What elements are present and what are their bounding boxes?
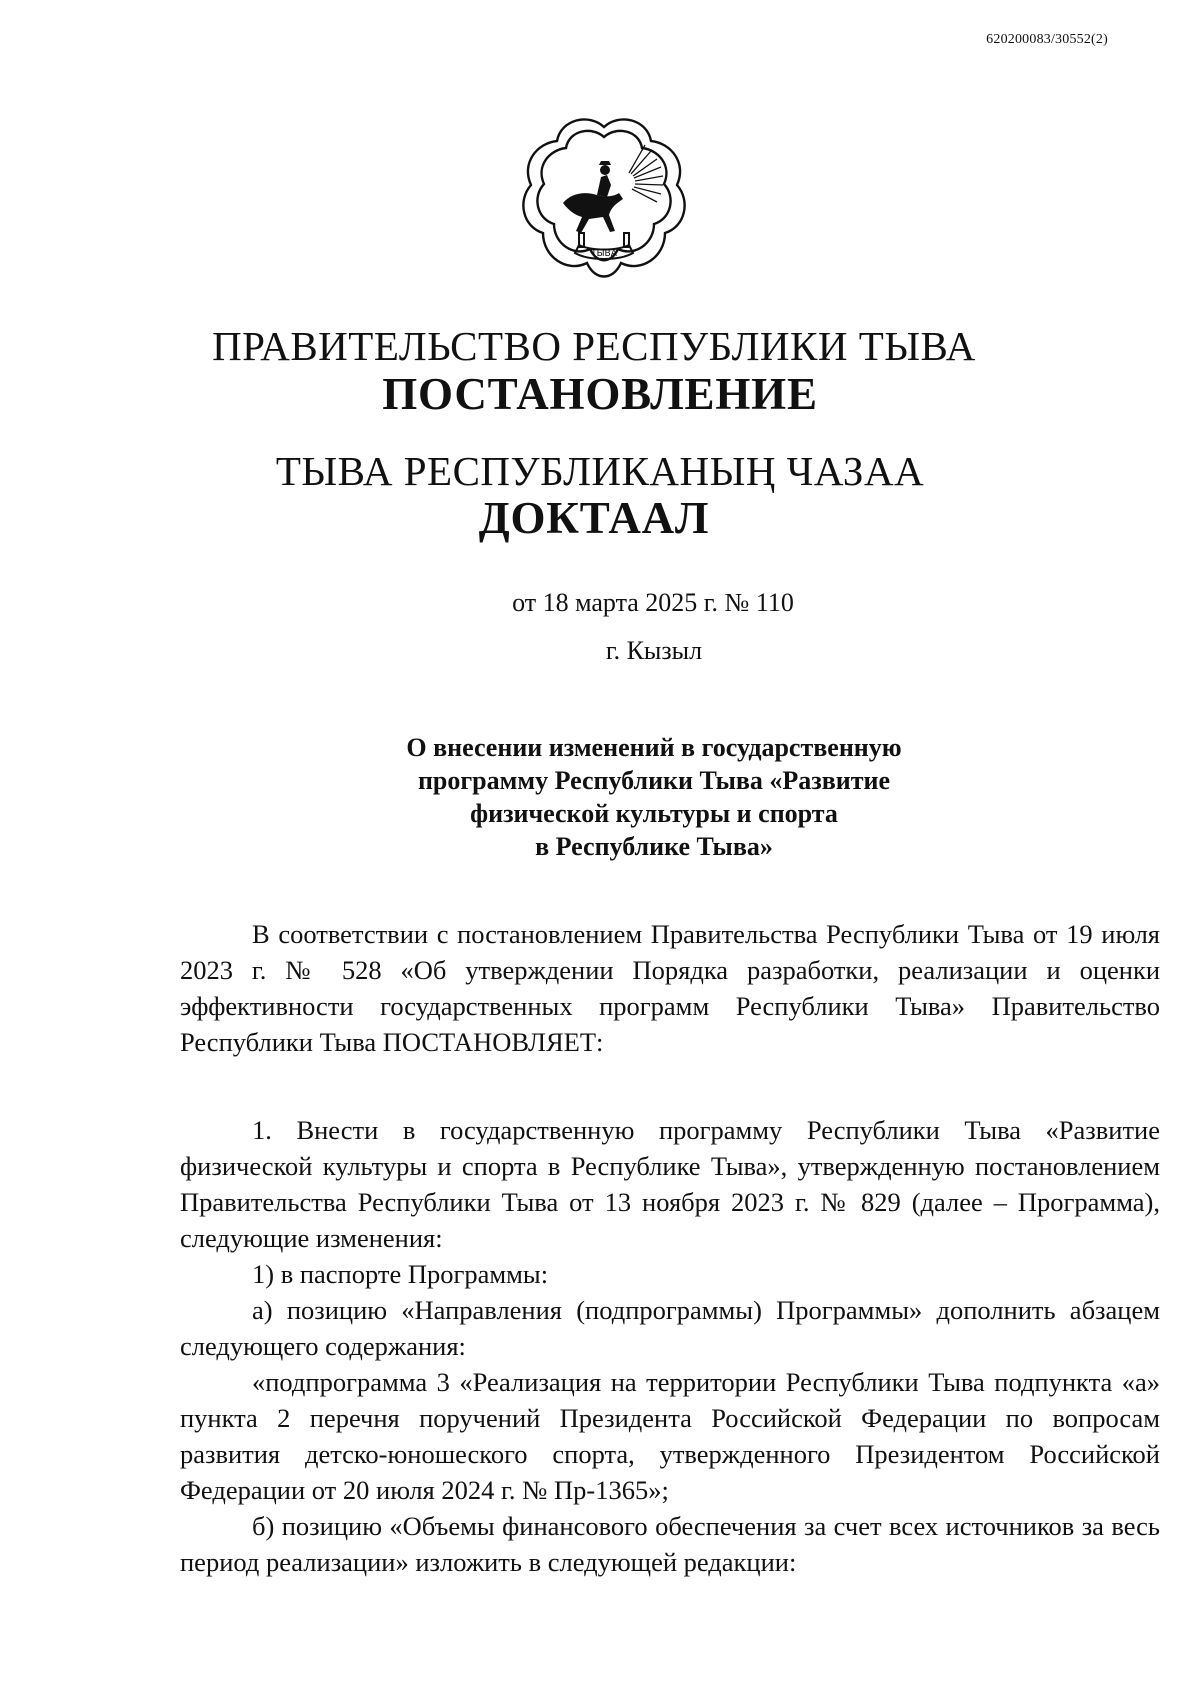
document-heading-line: физической культуры и спорта (470, 799, 838, 828)
government-name-tuvan: ТЫВА РЕСПУБЛИКАНЫҢ ЧАЗАА (275, 448, 925, 494)
clause-paragraph: б) позицию «Объемы финансового обеспечения за счет всех источников за весь период реализации» изложить в следующей редакции: (180, 1511, 1160, 1577)
document-heading-line: в Республике Тыва» (535, 832, 773, 861)
resolution-clauses (180, 1112, 1160, 1580)
document-registration-number: 620200083/30552(2) (986, 32, 1108, 47)
clause-paragraph: 1. Внести в государственную программу Республики Тыва «Развитие физической культуры и спорта в Республике Тыва», утвержденную постановлением Правительства Республики Тыва от 13 ноября 2023 г. № 829 (далее – Программа), следующие изменения: (180, 1115, 1160, 1253)
svg-text:ТЫВА: ТЫВА (591, 249, 617, 259)
document-heading (0, 731, 1200, 863)
tuva-coat-of-arms-icon (519, 115, 689, 285)
clause-paragraph: «подпрограмма 3 «Реализация на территории Республики Тыва подпункта «а» пункта 2 перечня поручений Президента Российской Федерации по вопросам развития детско-юношеского спорта, утвержденного Президентом Российской Федерации от 20 июля 2024 г. № Пр-1365»; (180, 1367, 1160, 1505)
document-date-number: от 18 марта 2025 г. № 110 (512, 588, 794, 617)
document-heading-line: О внесении изменений в государственную (406, 733, 902, 762)
document-heading-line: программу Республики Тыва «Развитие (417, 766, 891, 795)
document-city: г. Кызыл (605, 636, 703, 665)
preamble-paragraph: В соответствии с постановлением Правительства Республики Тыва от 19 июля 2023 г. № 528 «Об утверждении Порядка разработки, реализации и оценки эффективности государственных программ Республики Тыва» Правительство Республики Тыва ПОСТАНОВЛЯЕТ: (180, 919, 1160, 1057)
preamble-section (180, 916, 1160, 1060)
clause-paragraph: 1) в паспорте Программы: (252, 1259, 549, 1289)
document-type-tuvan: ДОКТААЛ (478, 493, 710, 543)
government-name-russian: ПРАВИТЕЛЬСТВО РЕСПУБЛИКИ ТЫВА (212, 323, 976, 369)
document-type-russian: ПОСТАНОВЛЕНИЕ (382, 369, 818, 419)
clause-paragraph: а) позицию «Направления (подпрограммы) Программы» дополнить абзацем следующего содержания: (180, 1295, 1160, 1361)
